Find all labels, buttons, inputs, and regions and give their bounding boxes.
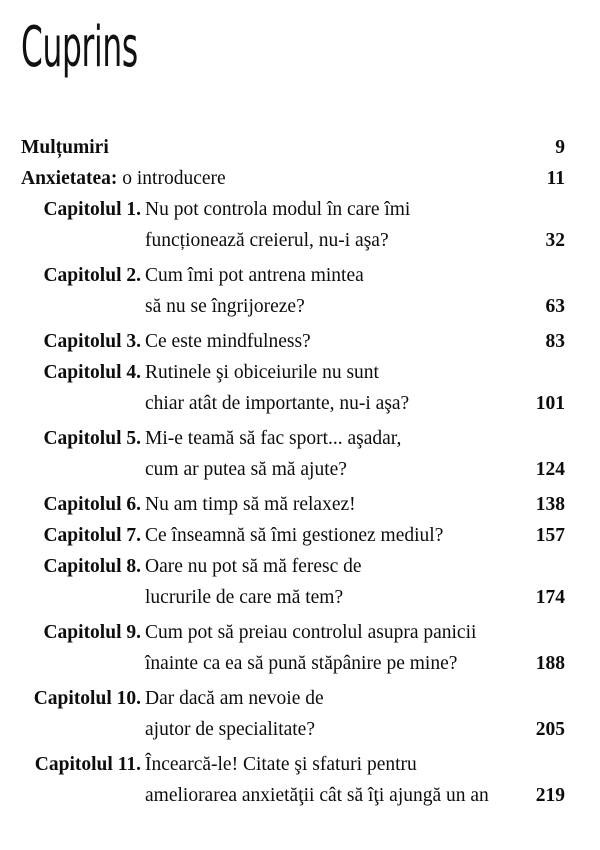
toc-entry-title: Rutinele şi obiceiurile nu sunt	[145, 362, 379, 383]
toc-entry-title: Ce înseamnă să îmi gestionez mediul?	[145, 525, 444, 546]
toc-entry[interactable]	[0, 132, 600, 163]
chapter-label: Capitolul 1.	[43, 199, 141, 220]
toc-entry-title: lucrurile de care mă tem?	[145, 587, 344, 608]
toc-entry-title: funcționează creierul, nu-i aşa?	[145, 230, 389, 251]
toc-line	[0, 357, 600, 388]
chapter-label: Capitolul 7.	[43, 525, 141, 546]
toc-entry-title: Cum pot să preiau controlul asupra panicii	[145, 622, 477, 643]
toc-entry-title: Cum îmi pot antrena mintea	[145, 265, 364, 286]
toc-entry[interactable]	[0, 683, 600, 749]
toc-line	[0, 617, 600, 648]
chapter-label: Capitolul 8.	[43, 556, 141, 577]
page-number: 205	[535, 719, 565, 740]
chapter-label: Capitolul 10.	[33, 688, 141, 709]
page-number: 174	[535, 587, 565, 608]
page-number: 63	[545, 296, 565, 317]
toc-line	[0, 132, 600, 163]
page-number: 157	[535, 525, 565, 546]
toc-entry-title: să nu se îngrijoreze?	[145, 296, 305, 317]
toc-line	[0, 749, 600, 780]
toc-entry-title: ajutor de specialitate?	[145, 719, 315, 740]
toc-entry-subtitle: o introducere	[117, 168, 226, 189]
toc-entry[interactable]	[0, 163, 600, 194]
toc-entry-title: înainte ca ea să pună stăpânire pe mine?	[145, 653, 458, 674]
toc-entry-title: ameliorarea anxietăţii cât să îţi ajungă un an	[145, 785, 489, 806]
toc-entry[interactable]	[0, 749, 600, 815]
page-number: 219	[535, 785, 565, 806]
toc-line	[0, 326, 600, 357]
toc-entry[interactable]	[0, 326, 600, 357]
toc-entry[interactable]	[0, 551, 600, 617]
toc-entry-title: Nu pot controla modul în care îmi	[145, 199, 411, 220]
toc-entry[interactable]	[0, 357, 600, 423]
toc-entry-title: Ce este mindfulness?	[145, 331, 311, 352]
toc-line	[0, 551, 600, 582]
page-number: 101	[535, 393, 565, 414]
toc-line	[0, 520, 600, 551]
toc-entry-title: Încearcă-le! Citate şi sfaturi pentru	[145, 754, 417, 775]
toc-entry[interactable]	[0, 423, 600, 489]
toc-entry-title	[21, 163, 521, 194]
page-number: 188	[535, 653, 565, 674]
toc-entry-list	[0, 132, 600, 815]
page-number: 124	[535, 459, 565, 480]
toc-line	[0, 648, 600, 679]
toc-entry[interactable]	[0, 194, 600, 260]
toc-entry-title	[21, 132, 521, 163]
toc-line	[0, 291, 600, 322]
toc-entry-lead: Mulțumiri	[21, 137, 109, 158]
toc-line	[0, 194, 600, 225]
toc-line	[0, 225, 600, 256]
chapter-label: Capitolul 3.	[43, 331, 141, 352]
toc-entry[interactable]	[0, 617, 600, 683]
toc-entry-title: cum ar putea să mă ajute?	[145, 459, 347, 480]
page-number: 138	[535, 494, 565, 515]
toc-line	[0, 489, 600, 520]
page-title: Cuprins	[21, 15, 138, 80]
toc-entry[interactable]	[0, 489, 600, 520]
toc-entry[interactable]	[0, 260, 600, 326]
toc-line	[0, 388, 600, 419]
toc-entry-lead: Anxietatea:	[21, 168, 118, 189]
chapter-label: Capitolul 11.	[34, 754, 141, 775]
toc-line	[0, 423, 600, 454]
chapter-label: Capitolul 5.	[43, 428, 141, 449]
toc-line	[0, 163, 600, 194]
toc-line	[0, 780, 600, 811]
entry-spacer	[0, 811, 600, 815]
page-number: 9	[555, 137, 565, 158]
toc-line	[0, 683, 600, 714]
page-number: 11	[546, 168, 565, 189]
chapter-label: Capitolul 9.	[43, 622, 141, 643]
page-number: 83	[545, 331, 565, 352]
chapter-label: Capitolul 2.	[43, 265, 141, 286]
toc-line	[0, 454, 600, 485]
toc-line	[0, 260, 600, 291]
chapter-label: Capitolul 4.	[43, 362, 141, 383]
toc-entry[interactable]	[0, 520, 600, 551]
toc-entry-title: Oare nu pot să mă feresc de	[145, 556, 362, 577]
toc-entry-title: Nu am timp să mă relaxez!	[145, 494, 356, 515]
toc-entry-title: Dar dacă am nevoie de	[145, 688, 324, 709]
toc-entry-title: Mi-e teamă să fac sport... aşadar,	[145, 428, 402, 449]
toc-entry-title: chiar atât de importante, nu-i aşa?	[145, 393, 410, 414]
page-number: 32	[545, 230, 565, 251]
toc-line	[0, 714, 600, 745]
chapter-label: Capitolul 6.	[43, 494, 141, 515]
toc-line	[0, 582, 600, 613]
